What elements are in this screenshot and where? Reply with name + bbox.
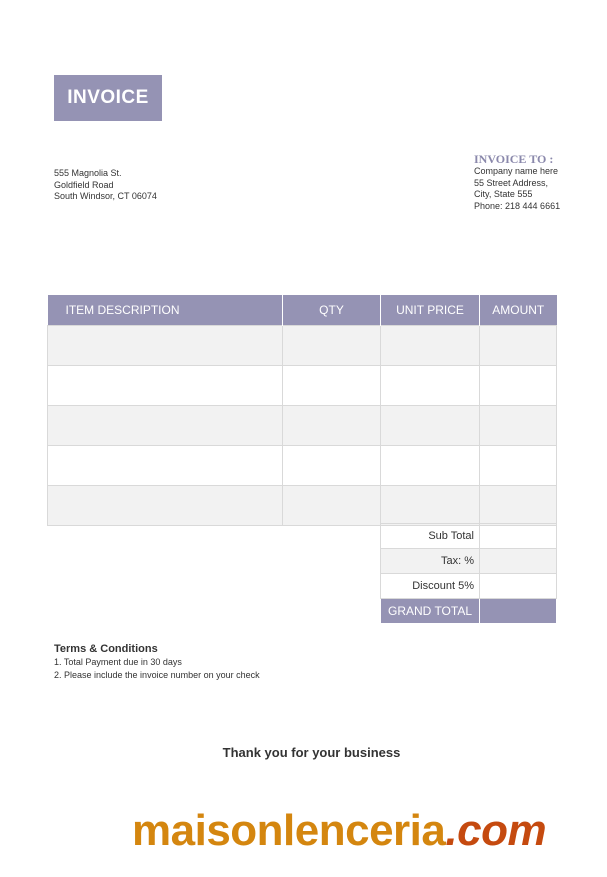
bill-to-line: Company name here bbox=[474, 166, 559, 176]
terms-title: Terms & Conditions bbox=[54, 643, 158, 655]
invoice-title: INVOICE bbox=[54, 75, 162, 121]
tax-row bbox=[381, 549, 557, 574]
amount-cell[interactable] bbox=[480, 366, 557, 406]
qty-cell[interactable] bbox=[283, 446, 381, 486]
watermark-logo bbox=[132, 806, 546, 856]
item-description-cell[interactable] bbox=[48, 486, 283, 526]
unit-price-cell[interactable] bbox=[381, 486, 480, 526]
amount-cell[interactable] bbox=[480, 446, 557, 486]
tax-label: Tax: % bbox=[381, 549, 480, 574]
discount-value[interactable] bbox=[480, 574, 557, 599]
unit-price-cell[interactable] bbox=[381, 406, 480, 446]
terms-item: 1. Total Payment due in 30 days bbox=[54, 657, 182, 667]
grand-total-label: GRAND TOTAL bbox=[381, 599, 480, 624]
header-amount: AMOUNT bbox=[480, 295, 557, 326]
items-table bbox=[47, 295, 557, 526]
item-description-cell[interactable] bbox=[48, 326, 283, 366]
discount-row bbox=[381, 574, 557, 599]
qty-cell[interactable] bbox=[283, 486, 381, 526]
qty-cell[interactable] bbox=[283, 366, 381, 406]
table-row bbox=[48, 326, 557, 366]
grand-total-value[interactable] bbox=[480, 599, 557, 624]
subtotal-row bbox=[381, 524, 557, 549]
bill-to-line: City, State 555 bbox=[474, 189, 533, 199]
discount-label: Discount 5% bbox=[381, 574, 480, 599]
watermark-main: maisonlenceria bbox=[132, 806, 446, 855]
table-row bbox=[48, 406, 557, 446]
terms-item: 2. Please include the invoice number on your check bbox=[54, 670, 260, 680]
sender-address-line: 555 Magnolia St. bbox=[54, 168, 122, 178]
table-row bbox=[48, 486, 557, 526]
sender-address-line: Goldfield Road bbox=[54, 179, 114, 190]
terms-section bbox=[54, 642, 260, 682]
qty-cell[interactable] bbox=[283, 406, 381, 446]
amount-cell[interactable] bbox=[480, 486, 557, 526]
unit-price-cell[interactable] bbox=[381, 366, 480, 406]
bill-to-line: 55 Street Address, bbox=[474, 177, 549, 188]
table-row bbox=[48, 446, 557, 486]
grand-total-row bbox=[381, 599, 557, 624]
item-description-cell[interactable] bbox=[48, 406, 283, 446]
sender-address bbox=[54, 168, 157, 203]
header-unit-price: UNIT PRICE bbox=[381, 295, 480, 326]
totals-table bbox=[380, 523, 557, 624]
watermark-tld: .com bbox=[445, 806, 547, 855]
items-header-row bbox=[48, 295, 557, 326]
item-description-cell[interactable] bbox=[48, 446, 283, 486]
table-row bbox=[48, 366, 557, 406]
amount-cell[interactable] bbox=[480, 406, 557, 446]
subtotal-label: Sub Total bbox=[381, 524, 480, 549]
sender-address-line: South Windsor, CT 06074 bbox=[54, 191, 157, 201]
unit-price-cell[interactable] bbox=[381, 326, 480, 366]
qty-cell[interactable] bbox=[283, 326, 381, 366]
subtotal-value[interactable] bbox=[480, 524, 557, 549]
amount-cell[interactable] bbox=[480, 326, 557, 366]
bill-to-block bbox=[474, 152, 560, 212]
header-qty: QTY bbox=[283, 295, 381, 326]
header-item-description: ITEM DESCRIPTION bbox=[48, 295, 283, 326]
item-description-cell[interactable] bbox=[48, 366, 283, 406]
unit-price-cell[interactable] bbox=[381, 446, 480, 486]
bill-to-line: Phone: 218 444 6661 bbox=[474, 200, 561, 211]
bill-to-title: INVOICE TO : bbox=[474, 152, 554, 166]
tax-value[interactable] bbox=[480, 549, 557, 574]
thank-you-message: Thank you for your business bbox=[222, 745, 401, 760]
